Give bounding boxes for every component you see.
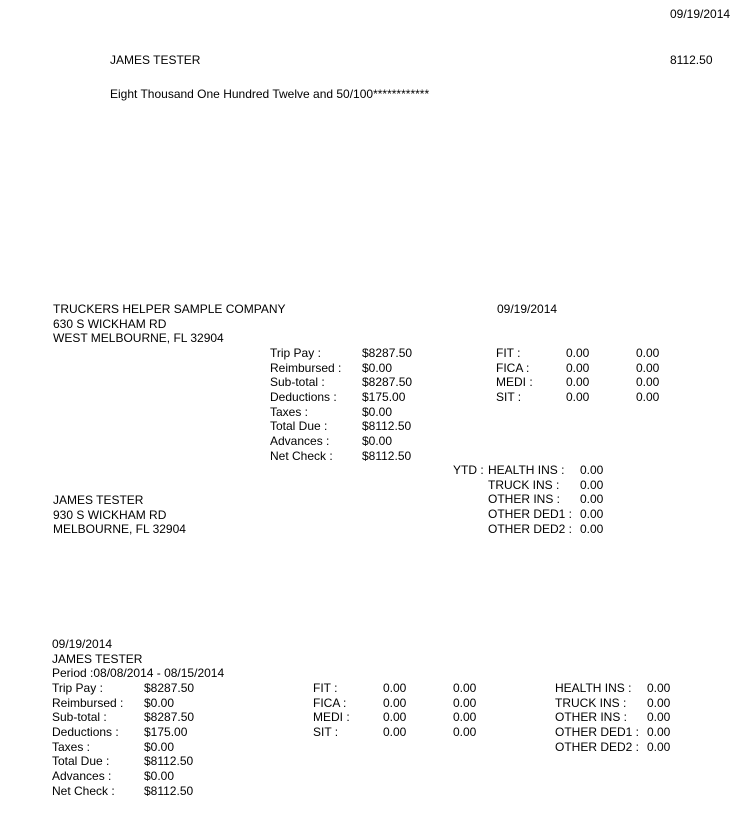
- pay-label: Advances :: [270, 434, 330, 449]
- tax-label: MEDI :: [313, 710, 350, 725]
- bottom-date: 09/19/2014: [52, 637, 113, 651]
- bottom-deduction-labels: [555, 681, 639, 754]
- company-address-line2: WEST MELBOURNE, FL 32904: [53, 331, 224, 346]
- pay-value: $175.00: [362, 390, 406, 405]
- deduction-value: 0.00: [647, 710, 671, 725]
- pay-value: $0.00: [144, 769, 175, 784]
- pay-label: Net Check :: [52, 783, 115, 798]
- deduction-value: 0.00: [580, 521, 604, 536]
- tax-label: FICA :: [496, 360, 530, 375]
- deduction-value: 0.00: [647, 681, 671, 695]
- bottom-header-block: [52, 637, 224, 681]
- stub-tax-current: [566, 346, 589, 405]
- pay-value: $8287.50: [362, 375, 413, 390]
- tax-label: SIT :: [496, 390, 522, 405]
- company-name: TRUCKERS HELPER SAMPLE COMPANY: [53, 302, 286, 316]
- deduction-label: OTHER DED1 :: [488, 507, 573, 522]
- deduction-value: 0.00: [647, 739, 671, 754]
- pay-value: $0.00: [144, 739, 175, 754]
- deduction-value: 0.00: [647, 695, 671, 710]
- tax-current-value: 0.00: [383, 725, 407, 740]
- bottom-employee-name: JAMES TESTER: [52, 651, 143, 666]
- pay-label: Total Due :: [270, 419, 328, 434]
- tax-ytd-value: 0.00: [453, 725, 477, 740]
- pay-value: $8287.50: [362, 346, 413, 360]
- deduction-label: TRUCK INS :: [555, 695, 627, 710]
- company-address-line1: 630 S WICKHAM RD: [53, 316, 167, 331]
- stub-deduction-values: [580, 463, 603, 536]
- pay-value: $0.00: [362, 434, 393, 449]
- pay-value: $0.00: [362, 404, 393, 419]
- stub-tax-labels: [496, 346, 533, 405]
- pay-value: $0.00: [362, 360, 393, 375]
- tax-current-value: 0.00: [383, 681, 407, 695]
- tax-current-value: 0.00: [566, 360, 590, 375]
- tax-current-value: 0.00: [566, 375, 590, 390]
- deduction-value: 0.00: [580, 507, 604, 522]
- pay-value: $0.00: [144, 695, 175, 710]
- check-payee: JAMES TESTER: [110, 53, 201, 67]
- pay-value: $8287.50: [144, 681, 195, 695]
- stub-deduction-labels: [488, 463, 572, 536]
- tax-current-value: 0.00: [566, 346, 590, 360]
- bottom-deduction-values: [647, 681, 670, 754]
- stub-pay-values: [362, 346, 412, 464]
- tax-ytd-value: 0.00: [636, 390, 660, 405]
- pay-label: Trip Pay :: [52, 681, 103, 695]
- pay-value: $8287.50: [144, 710, 195, 725]
- pay-label: Advances :: [52, 769, 112, 784]
- company-address-block: [53, 302, 286, 346]
- tax-ytd-value: 0.00: [636, 346, 660, 360]
- deduction-label: TRUCK INS :: [488, 477, 560, 492]
- bottom-period: Period :08/08/2014 - 08/15/2014: [52, 666, 225, 681]
- deduction-label: OTHER DED2 :: [488, 521, 573, 536]
- tax-current-value: 0.00: [383, 695, 407, 710]
- tax-label: FIT :: [496, 346, 521, 360]
- pay-value: $175.00: [144, 725, 188, 740]
- ytd-label: YTD :: [453, 463, 484, 477]
- pay-label: Trip Pay :: [270, 346, 321, 360]
- pay-label: Reimbursed :: [52, 695, 124, 710]
- pay-label: Deductions :: [270, 390, 337, 405]
- pay-label: Deductions :: [52, 725, 119, 740]
- bottom-pay-labels: [52, 681, 123, 799]
- employee-address-line2: MELBOURNE, FL 32904: [53, 522, 186, 537]
- pay-label: Total Due :: [52, 754, 110, 769]
- stub-tax-ytd: [636, 346, 659, 405]
- tax-ytd-value: 0.00: [636, 360, 660, 375]
- pay-value: $8112.50: [144, 783, 194, 798]
- tax-label: FICA :: [313, 695, 347, 710]
- bottom-pay-values: [144, 681, 194, 799]
- tax-ytd-value: 0.00: [453, 710, 477, 725]
- check-amount: 8112.50: [670, 53, 713, 67]
- tax-label: FIT :: [313, 681, 338, 695]
- tax-current-value: 0.00: [383, 710, 407, 725]
- bottom-tax-ytd: [453, 681, 476, 740]
- pay-label: Sub-total :: [270, 375, 325, 390]
- pay-label: Net Check :: [270, 448, 333, 463]
- tax-ytd-value: 0.00: [453, 695, 477, 710]
- bottom-tax-labels: [313, 681, 350, 740]
- employee-address-line1: 930 S WICKHAM RD: [53, 507, 167, 522]
- deduction-label: OTHER INS :: [488, 492, 561, 507]
- tax-label: SIT :: [313, 725, 339, 740]
- deduction-label: OTHER DED1 :: [555, 725, 640, 740]
- stub-date: 09/19/2014: [497, 302, 558, 316]
- deduction-value: 0.00: [647, 725, 671, 740]
- pay-label: Sub-total :: [52, 710, 107, 725]
- tax-ytd-value: 0.00: [453, 681, 477, 695]
- tax-current-value: 0.00: [566, 390, 590, 405]
- check-date: 09/19/2014: [670, 7, 731, 21]
- pay-label: Taxes :: [52, 739, 91, 754]
- pay-value: $8112.50: [144, 754, 194, 769]
- pay-value: $8112.50: [362, 448, 412, 463]
- tax-ytd-value: 0.00: [636, 375, 660, 390]
- deduction-value: 0.00: [580, 463, 604, 477]
- deduction-label: HEALTH INS :: [555, 681, 632, 695]
- pay-value: $8112.50: [362, 419, 412, 434]
- employee-name: JAMES TESTER: [53, 493, 144, 507]
- deduction-value: 0.00: [580, 492, 604, 507]
- deduction-label: HEALTH INS :: [488, 463, 565, 477]
- pay-label: Taxes :: [270, 404, 309, 419]
- tax-label: MEDI :: [496, 375, 533, 390]
- deduction-label: OTHER DED2 :: [555, 739, 640, 754]
- employee-address-block: [53, 493, 186, 537]
- bottom-tax-current: [383, 681, 406, 740]
- pay-label: Reimbursed :: [270, 360, 342, 375]
- check-amount-words: Eight Thousand One Hundred Twelve and 50/100************: [110, 87, 430, 101]
- deduction-value: 0.00: [580, 477, 604, 492]
- deduction-label: OTHER INS :: [555, 710, 628, 725]
- stub-pay-labels: [270, 346, 341, 464]
